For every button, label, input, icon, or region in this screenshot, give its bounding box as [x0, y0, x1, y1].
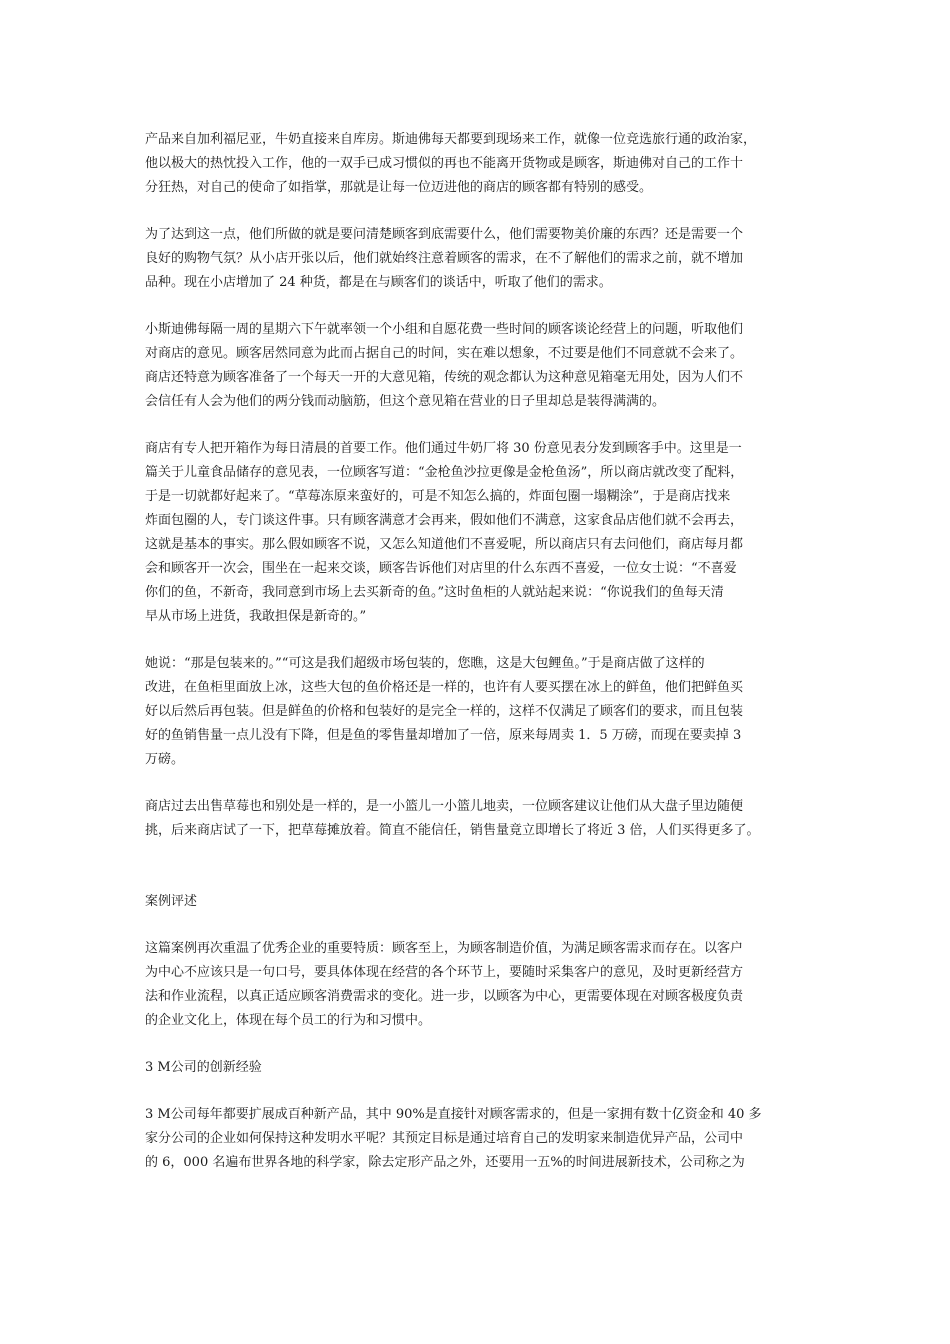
document-page	[145, 128, 807, 1175]
paragraph-gap	[145, 1033, 807, 1056]
paragraph-5: 她说：“那是包装来的。”“可这是我们超级市场包装的，您瞧，这是大包鲤鱼。”于是商店做了这样的 改进，在鱼柜里面放上冰，这些大包的鱼价格还是一样的，也许有人要买摆在冰上的鲜鱼，他们把鲜鱼买 好以后然后再包装。但是鲜鱼的价格和包装好的是完全一样的，这样不仅满足了顾客们的要求，而且包装 好的鱼销售量一点儿没有下降，但是鱼的零售量却增加了一倍，原来每周卖 1．5 万磅，而现在要卖掉 3 万磅。	[145, 656, 744, 767]
paragraph-gap	[145, 1080, 807, 1103]
paragraph-gap	[145, 629, 807, 652]
paragraph-gap	[145, 414, 807, 437]
review-heading: 案例评述	[145, 894, 198, 909]
paragraph-gap	[145, 772, 807, 795]
case-paragraph: 3 M公司每年都要扩展成百种新产品，其中 90%是直接针对顾客需求的，但是一家拥有数十亿资金和 40 多 家分公司的企业如何保持这种发明水平呢？其预定目标是通过培育自己的发明家来制造优异产品，公司中 的 6，000 名遍布世界各地的科学家，除去定形产品之外，还要用一五%的时间进展新技术，公司称之为	[145, 1107, 762, 1170]
paragraph-4: 商店有专人把开箱作为每日清晨的首要工作。他们通过牛奶厂将 30 份意见表分发到顾客手中。这里是一 篇关于儿童食品储存的意见表，一位顾客写道：“金枪鱼沙拉更像是金枪鱼汤”，所以商店就改变了配料， 于是一切就都好起来了。“草莓冻原来蛮好的，可是不知怎么搞的，炸面包圈一塌糊涂”，于是商店找来 炸面包圈的人，专门谈这件事。只有顾客满意才会再来，假如他们不满意，这家食品店他们就不会再去， 这就是基本的事实。那么假如顾客不说，又怎么知道他们不喜爱呢，所以商店只有去问他们，商店每月都 会和顾客开一次会，围坐在一起来交谈，顾客告诉他们对店里的什么东西不喜爱，一位女士说：“不喜爱 你们的鱼，不新奇，我同意到市场上去买新奇的鱼。”这时鱼柜的人就站起来说：“你说我们的鱼每天清 早从市场上进货，我敢担保是新奇的。”	[145, 441, 744, 624]
paragraph-2: 为了达到这一点，他们所做的就是要问清楚顾客到底需要什么，他们需要物美价廉的东西？还是需要一个 良好的购物气氛？从小店开张以后，他们就始终注意着顾客的需求，在不了解他们的需求之前，就不增加 品种。现在小店增加了 24 种货，都是在与顾客们的谈话中，听取了他们的需求。	[145, 227, 744, 290]
review-paragraph: 这篇案例再次重温了优秀企业的重要特质：顾客至上，为顾客制造价值，为满足顾客需求而存在。以客户 为中心不应该只是一句口号，要具体体现在经营的各个环节上，要随时采集客户的意见，及时更新经营方 法和作业流程，以真正适应顾客消费需求的变化。进一步，以顾客为中心，更需要体现在对顾客极度负责 的企业文化上，体现在每个员工的行为和习惯中。	[145, 941, 744, 1028]
case-heading: 3 M公司的创新经验	[145, 1060, 262, 1075]
paragraph-3: 小斯迪佛每隔一周的星期六下午就率领一个小组和自愿花费一些时间的顾客谈论经营上的问题，听取他们 对商店的意见。顾客居然同意为此而占据自己的时间，实在难以想象，不过要是他们不同意就不会来了。 商店还特意为顾客准备了一个每天一开的大意见箱，传统的观念都认为这种意见箱毫无用处，因为人们不 会信任有人会为他们的两分钱而动脑筋，但这个意见箱在营业的日子里却总是装得满满的。	[145, 322, 744, 409]
paragraph-6: 商店过去出售草莓也和别处是一样的，是一小篮儿一小篮儿地卖，一位顾客建议让他们从大盘子里边随便 挑，后来商店试了一下，把草莓摊放着。简直不能信任，销售量竟立即增长了将近 3 倍，人们买得更多了。	[145, 799, 760, 838]
section-gap	[145, 843, 807, 890]
paragraph-gap	[145, 914, 807, 937]
paragraph-gap	[145, 295, 807, 318]
paragraph-1: 产品来自加利福尼亚，牛奶直接来自库房。斯迪佛每天都要到现场来工作，就像一位竞选旅行通的政治家， 他以极大的热忱投入工作，他的一双手已成习惯似的再也不能离开货物或是顾客，斯迪佛对自己的工作十 分狂热，对自己的使命了如指掌，那就是让每一位迈进他的商店的顾客都有特别的感受。	[145, 132, 757, 195]
paragraph-gap	[145, 200, 807, 223]
